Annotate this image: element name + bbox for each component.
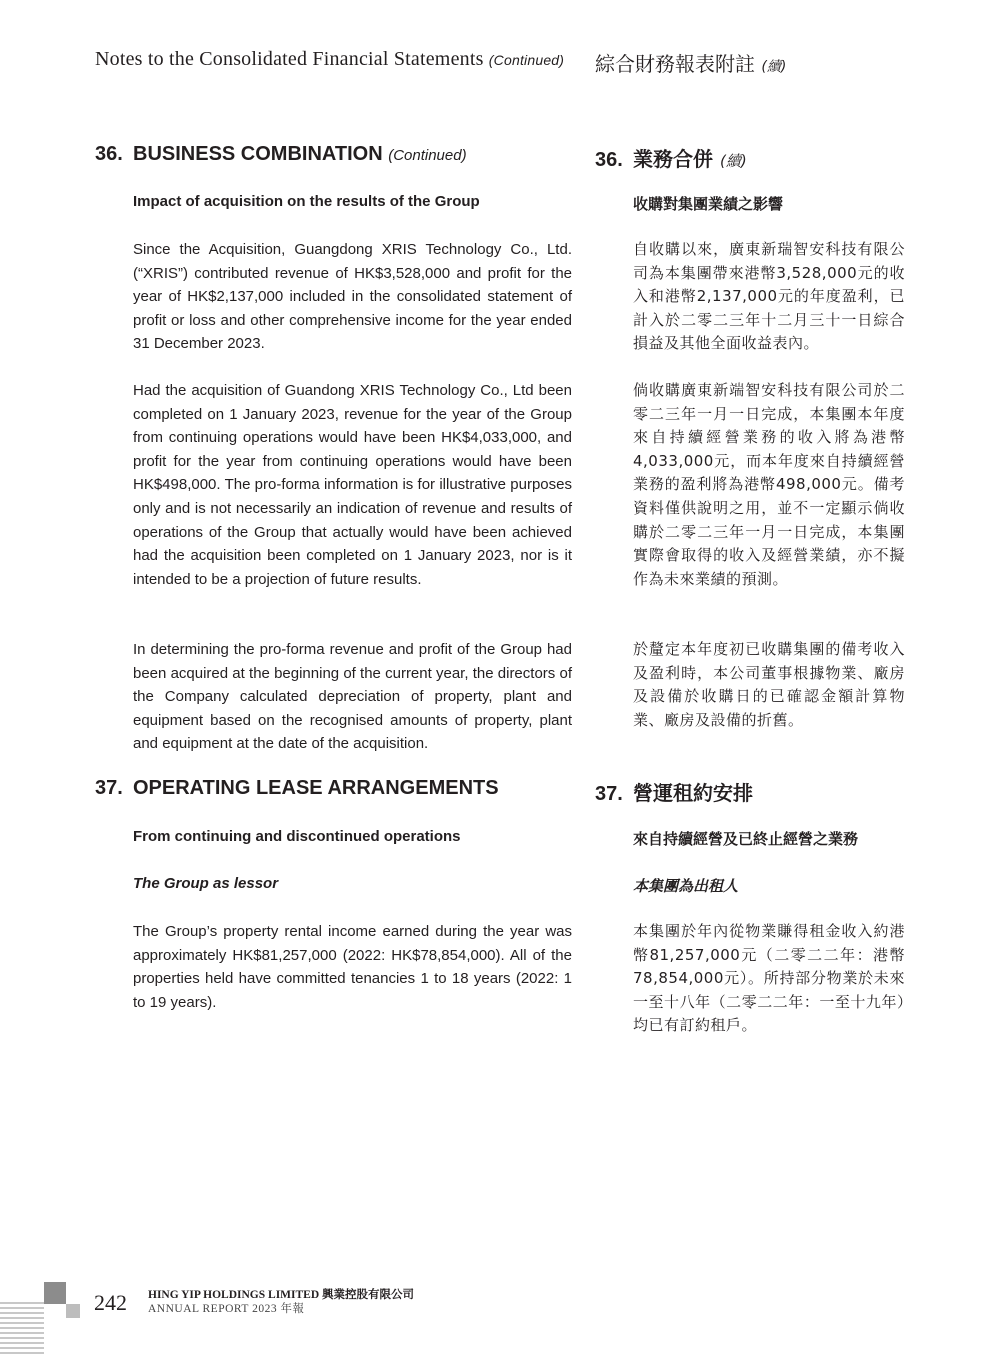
- section-36-paragraph-3-en: In determining the pro-forma revenue and profit of the Group had been acquired at the beginning of the current year, the directors of the Company calculated depreciation of property, plant and equipment based on the recognised amounts of property, plant and equipment at the date of the acquisition.: [133, 641, 572, 753]
- header-title-zh-text: 綜合財務報表附註: [595, 52, 755, 76]
- section-36-continued-zh: (續): [719, 152, 747, 170]
- section-37-title-zh: [595, 777, 753, 806]
- section-36-number-en: 36.: [95, 143, 123, 165]
- footer-report-zh: 年報: [280, 1301, 305, 1315]
- section-36-title-zh-text: 業務合併: [633, 147, 713, 171]
- footer-company-en: HING YIP HOLDINGS LIMITED: [148, 1289, 320, 1301]
- section-36-number-zh: 36.: [595, 149, 623, 171]
- section-37-title-zh-text: 營運租約安排: [633, 781, 753, 805]
- section-37-title-en: [95, 777, 499, 800]
- footer-report-en: ANNUAL REPORT 2023: [148, 1303, 278, 1315]
- section-37-paragraph-en: The Group’s property rental income earned during the year was approximately HK$81,257,000 (2022: HK$78,854,000). All of the properties held have committed tenancies 1 to 18 years (2022: 1 to 19 years).: [133, 923, 572, 1011]
- header-continued-zh: (續): [761, 59, 787, 75]
- section-37-subheading-en: From continuing and discontinued operations: [133, 828, 461, 845]
- section-37-subheading-zh: 來自持續經營及已終止經營之業務: [633, 830, 859, 848]
- section-36-title-en-text: BUSINESS COMBINATION: [133, 143, 383, 165]
- section-36-continued-en: (Continued): [388, 147, 467, 164]
- header-title-en: [95, 48, 564, 71]
- section-36-subheading-en: Impact of acquisition on the results of the Group: [133, 193, 480, 210]
- section-36-paragraph-2-en: Had the acquisition of Guandong XRIS Technology Co., Ltd been completed on 1 January 2023, revenue for the year of the Group from continuing operations would have been HK$4,033,000, and profit for the year from continuing operations would have been HK$498,000. The pro-forma information is for illustrative purposes only and is not necessarily an indication of revenue and results of operations of the Group that actually would have been achieved had the acquisition been completed on 1 January 2023, nor is it intended to be a projection of future results.: [133, 382, 572, 588]
- section-37-paragraph-zh: 本集團於年內從物業賺得租金收入約港幣81,257,000元（二零二二年：港幣78,854,000元）。所持部分物業於未來一至十八年（二零二二年：一至十九年）均已有訂約租戶。: [633, 922, 905, 1035]
- header-title-en-text: Notes to the Consolidated Financial Statements: [95, 48, 484, 70]
- page-number: 242: [94, 1290, 127, 1315]
- section-37-number-en: 37.: [95, 777, 123, 799]
- footer-report: [148, 1300, 304, 1316]
- section-36-paragraph-1-zh: 自收購以來，廣東新瑞智安科技有限公司為本集團帶來港幣3,528,000元的收入和港幣2,137,000元的年度盈利，已計入於二零二三年十二月三十一日綜合損益及其他全面收益表內。: [633, 240, 905, 353]
- section-36-title-en: [95, 143, 467, 166]
- header-title-zh: [595, 48, 786, 77]
- footer-company-zh: 興業控股有限公司: [322, 1287, 415, 1301]
- section-37-subheading2-en: The Group as lessor: [133, 875, 279, 892]
- section-37-number-zh: 37.: [595, 783, 623, 805]
- section-36-subheading-zh: 收購對集團業績之影響: [633, 195, 784, 213]
- header-continued-en: (Continued): [488, 52, 565, 68]
- footer-stripes-icon: [0, 1280, 82, 1357]
- page-header: [95, 48, 915, 78]
- section-36-title-zh: [595, 143, 747, 172]
- section-36-paragraph-1-en: Since the Acquisition, Guangdong XRIS Technology Co., Ltd. (“XRIS”) contributed revenue of HK$3,528,000 and profit for the year of HK$2,137,000 included in the consolidated statement of profit or loss and other comprehensive income for the year ended 31 December 2023.: [133, 241, 572, 353]
- section-37-subheading2-zh: 本集團為出租人: [633, 877, 739, 895]
- section-36-paragraph-3-zh: 於釐定本年度初已收購集團的備考收入及盈利時，本公司董事根據物業、廠房及設備於收購日的已確認金額計算物業、廠房及設備的折舊。: [633, 640, 905, 729]
- section-37-title-en-text: OPERATING LEASE ARRANGEMENTS: [133, 777, 499, 799]
- section-36-paragraph-2-zh: 倘收購廣東新端智安科技有限公司於二零二三年一月一日完成，本集團本年度來自持續經營業務的收入將為港幣4,033,000元，而本年度來自持續經營業務的盈利將為港幣498,000元。備考資料僅供說明之用，並不一定顯示倘收購於二零二三年一月一日完成，本集團實際會取得的收入及經營業績，亦不擬作為未來業績的預測。: [633, 381, 905, 588]
